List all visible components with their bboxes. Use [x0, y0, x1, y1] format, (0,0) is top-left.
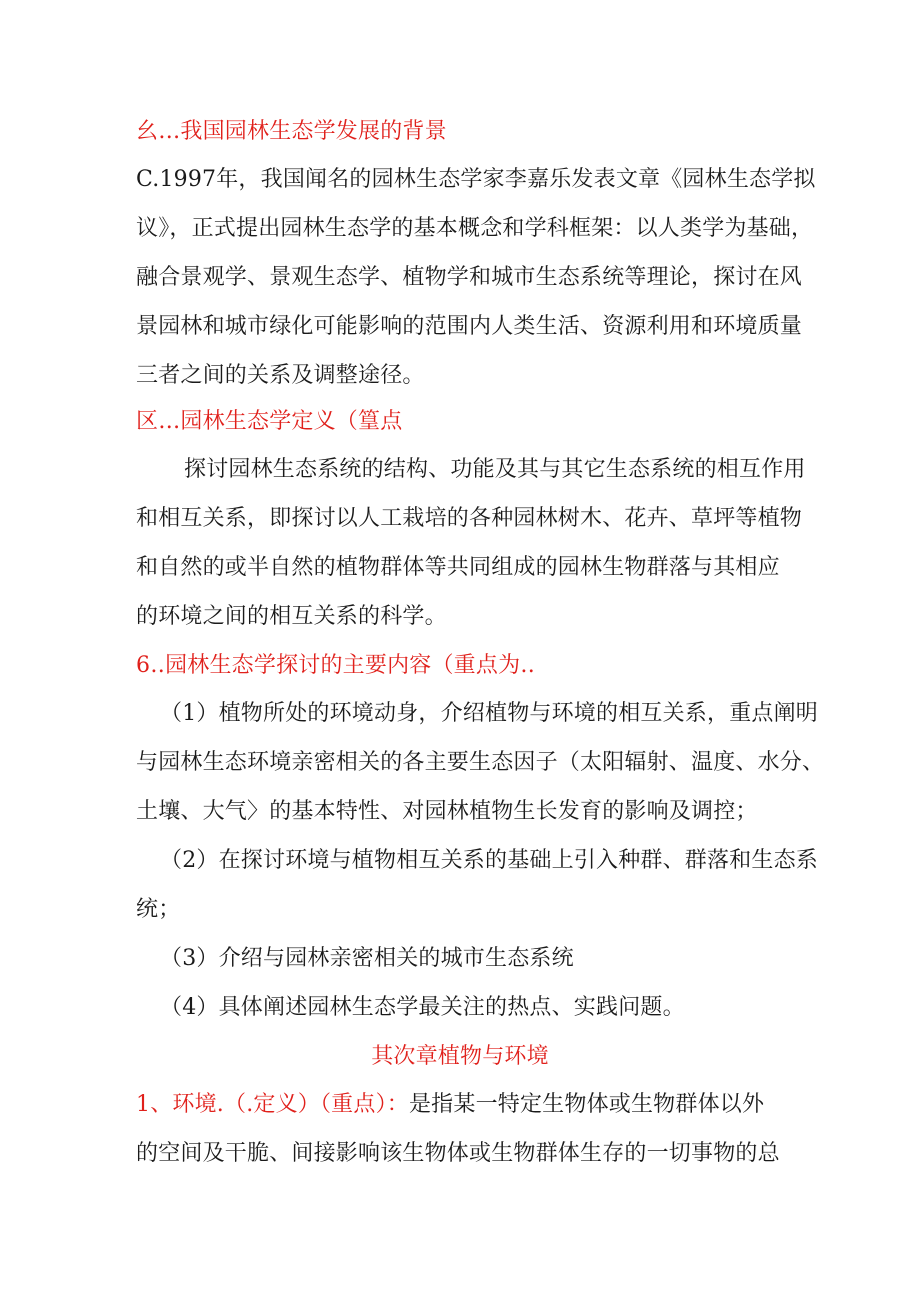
- paragraph-line: 和相互关系，即探讨以人工栽培的各种园林树木、花卉、草坪等植物: [136, 506, 803, 531]
- list-item-3: （3）介绍与园林亲密相关的城市生态系统: [160, 946, 574, 971]
- list-item-1-cont: 土壤、大气〉的基本特性、对园林植物生长发育的影响及调控；: [136, 799, 758, 824]
- definition-text: 是指某一特定生物体或生物群体以外: [408, 1092, 765, 1117]
- paragraph-line: 议》，正式提出园林生态学的基本概念和学科框架：以人类学为基础，: [136, 216, 814, 241]
- list-item-2-cont: 统；: [136, 897, 181, 922]
- paragraph-line: 融合景观学、景观生态学、植物学和城市生态系统等理论，探讨在风: [136, 265, 803, 290]
- section-heading-background: 幺…我国园林生态学发展的背景: [136, 119, 447, 144]
- paragraph-line: 和自然的或半自然的植物群体等共同组成的园林生物群落与其相应: [136, 555, 780, 580]
- list-item-1-cont: 与园林生态环境亲密相关的各主要生态因子（太阳辐射、温度、水分、: [136, 750, 825, 775]
- list-item-4: （4）具体阐述园林生态学最关注的热点、实践问题。: [160, 995, 685, 1020]
- chapter-title: 其次章植物与环境: [371, 1044, 549, 1069]
- paragraph-line: 探讨园林生态系统的结构、功能及其与其它生态系统的相互作用: [184, 457, 806, 482]
- paragraph-line: 三者之间的关系及调整途径。: [136, 363, 425, 388]
- section-heading-definition: 区…园林生态学定义（篁点: [136, 409, 403, 434]
- section-heading-content: 6‥园林生态学探讨的主要内容（重点为‥: [136, 653, 536, 678]
- list-item-1: （1）植物所处的环境动身，介绍植物与环境的相互关系，重点阐明: [160, 701, 818, 726]
- paragraph-line: [136, 1090, 796, 1120]
- section-heading-environment: 1、环境.（.定义）（重点）：: [136, 1092, 409, 1117]
- paragraph-line: 景园林和城市绿化可能影响的范围内人类生活、资源利用和环境质量: [136, 314, 803, 339]
- list-item-2: （2）在探讨环境与植物相互关系的基础上引入种群、群落和生态系: [160, 848, 818, 873]
- paragraph-line: 的环境之间的相互关系的科学。: [136, 604, 447, 629]
- paragraph-line: 的空间及干脆、间接影响该生物体或生物群体生存的一切事物的总: [136, 1141, 780, 1166]
- paragraph-line: C.1997年，我国闻名的园林生态学家李嘉乐发表文章《园林生态学拟: [136, 167, 816, 192]
